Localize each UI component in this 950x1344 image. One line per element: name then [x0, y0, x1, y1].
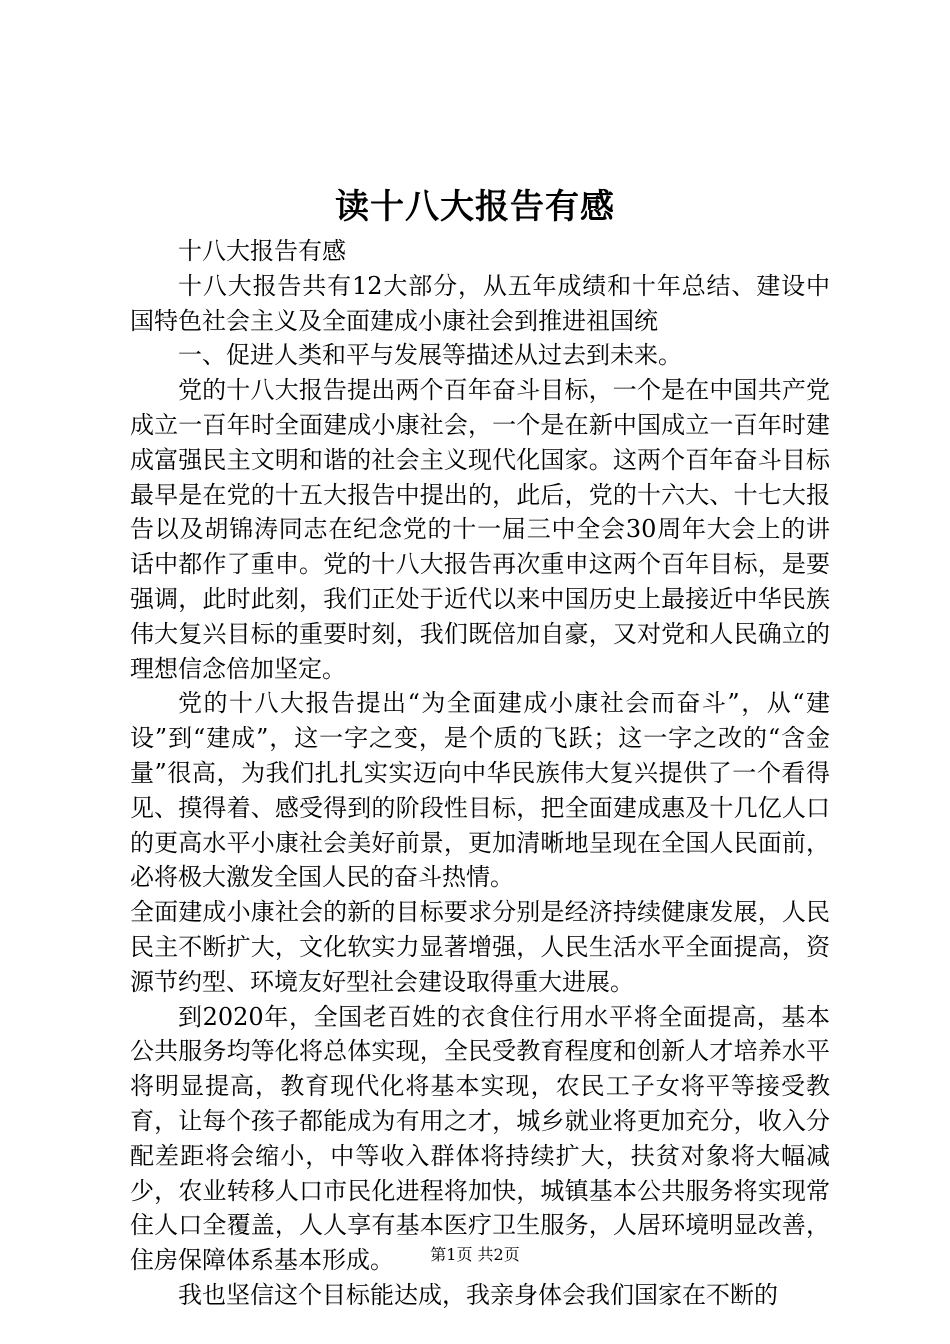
paragraph: 全面建成小康社会的新的目标要求分别是经济持续健康发展，人民民主不断扩大，文化软实力显著增强，人民生活水平全面提高，资源节约型、环境友好型社会建设取得重大进展。 — [130, 898, 830, 996]
paragraph: 一、促进人类和平与发展等描述从过去到未来。 — [178, 341, 682, 370]
paragraph-subtitle: 十八大报告有感 — [178, 237, 346, 265]
paragraph: 党的十八大报告提出两个百年奋斗目标，一个是在中国共产党成立一百年时全面建成小康社会，一个是在新中国成立一百年时建成富强民主文明和谐的社会主义现代化国家。这两个百年奋斗目标最早是在党的十五大报告中提出的，此后，党的十六大、十七大报告以及胡锦涛同志在纪念党的十一届三中全会30周年大会上的讲话中都作了重申。党的十八大报告再次重申这两个百年目标，是要强调，此时此刻，我们正处于近代以来中国历史上最接近中华民族伟大复兴目标的重要时刻，我们既倍加自豪，又对党和人民确立的理想信念倍加坚定。 — [130, 376, 830, 683]
document-body — [130, 234, 830, 1313]
document-title: 读十八大报告有感 — [335, 187, 615, 227]
page-footer: 第1页 共2页 — [430, 1245, 520, 1264]
paragraph: 十八大报告共有12大部分，从五年成绩和十年总结、建设中国特色社会主义及全面建成小康社会到推进祖国统 — [130, 271, 830, 335]
paragraph: 到2020年，全国老百姓的衣食住行用水平将全面提高，基本公共服务均等化将总体实现，全民受教育程度和创新人才培养水平将明显提高，教育现代化将基本实现，农民工子女将平等接受教育，让每个孩子都能成为有用之才，城乡就业将更加充分，收入分配差距将会缩小，中等收入群体将持续扩大，扶贫对象将大幅减少，农业转移人口市民化进程将加快，城镇基本公共服务将实现常住人口全覆盖，人人享有基本医疗卫生服务，人居环境明显改善，住房保障体系基本形成。 — [130, 1002, 830, 1275]
paragraph: 我也坚信这个目标能达成，我亲身体会我们国家在不断的 — [178, 1280, 778, 1309]
paragraph: 党的十八大报告提出“为全面建成小康社会而奋斗”，从“建设”到“建成”，这一字之变，是个质的飞跃；这一字之改的“含金量”很高，为我们扎扎实实迈向中华民族伟大复兴提供了一个看得见、摸得着、感受得到的阶段性目标，把全面建成惠及十几亿人口的更高水平小康社会美好前景，更加清晰地呈现在全国人民面前，必将极大激发全国人民的奋斗热情。 — [130, 689, 830, 892]
